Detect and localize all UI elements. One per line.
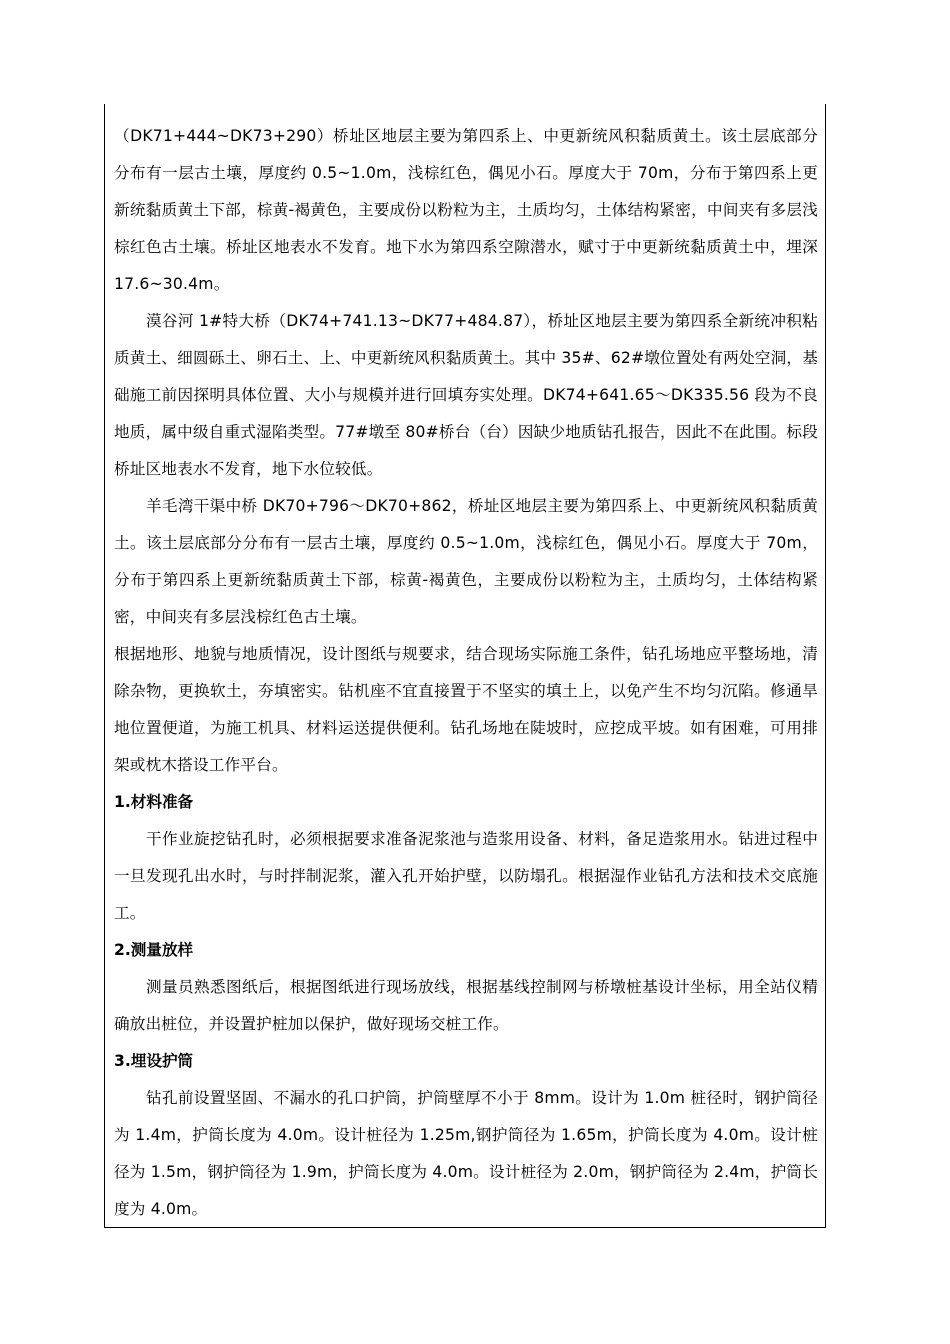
paragraph-yangmaowan-bridge: 羊毛湾干渠中桥 DK70+796～DK70+862，桥址区地层主要为第四系上、中更新统风积黏质黄土。该土层底部分分布有一层古土壤，厚度约 0.5~1.0m，浅棕红色，偶见小石。厚度大于 70m，分布于第四系上更新统黏质黄土下部，棕黄-褐黄色，主要成份以粉粒为主，土质均匀，土体结构紧密，中间夹有多层浅棕红色古土壤。 [114,497,818,626]
paragraph-material-preparation: 干作业旋挖钻孔时，必须根据要求准备泥浆池与造浆用设备、材料，备足造浆用水。钻进过程中一旦发现孔出水时，与时拌制泥浆，灌入孔开始护壁，以防塌孔。根据湿作业钻孔方法和技术交底施工。 [114,830,818,922]
paragraph-casing-installation: 钻孔前设置坚固、不漏水的孔口护筒，护筒壁厚不小于 8mm。设计为 1.0m 桩径时，钢护筒径为 1.4m，护筒长度为 4.0m。设计桩径为 1.25m,钢护筒径为 1.65m，护筒长度为 4.0m。设计桩径为 1.5m，钢护筒径为 1.9m，护筒长度为 4.0m。设计桩径为 2.0m，钢护筒径为 2.4m，护筒长度为 4.0m。 [114,1089,818,1218]
paragraph-survey-layout: 测量员熟悉图纸后，根据图纸进行现场放线，根据基线控制网与桥墩桩基设计坐标，用全站仪精确放出桩位，并设置护桩加以保护，做好现场交桩工作。 [114,978,818,1033]
paragraph-mogu-river-bridge: 漠谷河 1#特大桥（DK74+741.13~DK77+484.87），桥址区地层主要为第四系全新统冲积粘质黄土、细圆砾土、卵石土、上、中更新统风积黏质黄土。其中 35#、62#墩位置处有两处空洞，基础施工前因探明具体位置、大小与规模并进行回填夯实处理。DK74+641.65～DK335.56 段为不良地质，属中级自重式湿陷类型。77#墩至 80#桥台（台）因缺少地质钻孔报告，因此不在此围。标段桥址区地表水不发育，地下水位较低。 [114,312,818,478]
heading-material-preparation: 1.材料准备 [114,793,194,811]
paragraph-site-preparation: 根据地形、地貌与地质情况，设计图纸与规要求，结合现场实际施工条件，钻孔场地应平整场地，清除杂物，更换软土，夯填密实。钻机座不宜直接置于不坚实的填土上，以免产生不均匀沉陷。修通旱地位置便道，为施工机具、材料运送提供便利。钻孔场地在陡坡时，应挖成平坡。如有困难，可用排架或枕木搭设工作平台。 [114,645,818,774]
document-body [114,118,818,1228]
heading-casing-installation: 3.埋设护筒 [114,1052,194,1070]
paragraph-bridge-site-geology: （DK71+444~DK73+290）桥址区地层主要为第四系上、中更新统风积黏质黄土。该土层底部分分布有一层古土壤，厚度约 0.5~1.0m，浅棕红色，偶见小石。厚度大于 70m，分布于第四系上更新统黏质黄土下部，棕黄-褐黄色，主要成份以粉粒为主，土质均匀，土体结构紧密，中间夹有多层浅棕红色古土壤。桥址区地表水不发育。地下水为第四系空隙潜水，赋寸于中更新统黏质黄土中，埋深 17.6~30.4m。 [114,127,818,293]
heading-survey-layout: 2.测量放样 [114,941,194,959]
